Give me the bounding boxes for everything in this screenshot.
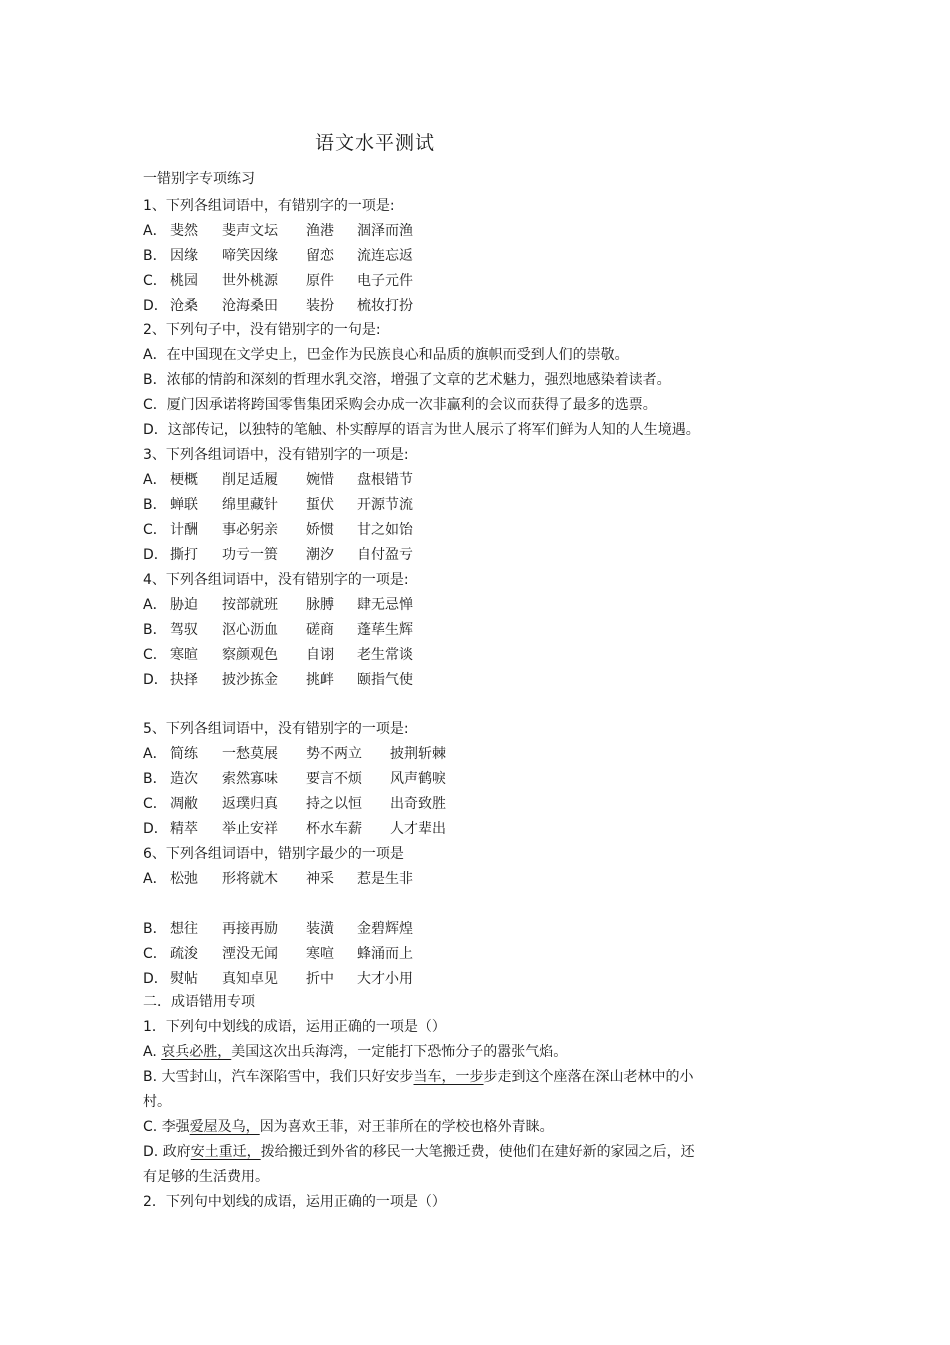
option-word: 惹是生非	[357, 871, 413, 887]
option-word: 松弛	[170, 871, 198, 887]
option-word: 风声鹤唳	[390, 771, 446, 787]
option-word: 披沙拣金	[222, 672, 278, 688]
option-label: C.	[143, 1119, 158, 1135]
option-word: 要言不烦	[306, 771, 362, 787]
option-word: 电子元件	[357, 273, 413, 289]
question-stem: 5、下列各组词语中，没有错别字的一项是:	[143, 721, 409, 737]
option-word: 娇惯	[306, 522, 334, 538]
option-word: 婉惜	[306, 472, 334, 488]
page-title: 语文水平测试	[314, 132, 435, 154]
option-sentence: D．这部传记，以独特的笔触、朴实醇厚的语言为世人展示了将军们鲜为人知的人生境遇。	[143, 422, 700, 438]
option-label: D.	[143, 1144, 159, 1160]
question-stem: 2、下列句子中，没有错别字的一句是:	[143, 322, 381, 338]
option-text: 因为喜欢王菲，对王菲所在的学校也格外青睐。	[259, 1119, 554, 1135]
option-word: 大才小用	[357, 971, 413, 987]
option-row	[143, 745, 474, 763]
option-row	[143, 671, 441, 689]
option-label: A．	[143, 597, 167, 613]
option-label: D．	[143, 971, 168, 987]
option-word: 沧桑	[170, 298, 198, 314]
option-text: 步走到这个座落在深山老林中的小	[483, 1069, 694, 1085]
option-label: B．	[143, 771, 167, 787]
option-label: D．	[143, 821, 168, 837]
option-word: 熨帖	[170, 971, 198, 987]
option-word: 肆无忌惮	[357, 597, 413, 613]
option-sentence	[143, 1068, 694, 1086]
option-word: 开源节流	[357, 497, 413, 513]
section-heading: 二．成语错用专项	[143, 994, 255, 1010]
option-word: 老生常谈	[357, 647, 413, 663]
option-word: 神采	[306, 871, 334, 887]
option-word: 造次	[170, 771, 198, 787]
option-word: 因缘	[170, 248, 198, 264]
option-word: 削足适履	[222, 472, 278, 488]
option-text: 政府	[162, 1144, 191, 1160]
option-word: 自付盈亏	[357, 547, 413, 563]
section-heading: 一错别字专项练习	[143, 171, 255, 187]
option-row	[143, 870, 441, 888]
option-word: 原件	[306, 273, 334, 289]
option-word: 凋敝	[170, 796, 198, 812]
option-word: 金碧辉煌	[357, 921, 413, 937]
question-stem: 1、下列各组词语中，有错别字的一项是:	[143, 198, 395, 214]
option-word: 一愁莫展	[222, 746, 278, 762]
option-word: 蜂涌而上	[357, 946, 413, 962]
option-word: 湮没无闻	[222, 946, 278, 962]
option-label: C．	[143, 946, 167, 962]
question-stem: 3、下列各组词语中，没有错别字的一项是:	[143, 447, 409, 463]
option-word: 势不两立	[306, 746, 362, 762]
option-word: 脉膊	[306, 597, 334, 613]
option-label: D．	[143, 547, 168, 563]
option-label: C．	[143, 796, 167, 812]
option-word: 按部就班	[222, 597, 278, 613]
option-sentence	[143, 1043, 567, 1061]
option-word: 自诩	[306, 647, 334, 663]
option-label: B.	[143, 1069, 158, 1085]
option-word: 返璞归真	[222, 796, 278, 812]
underlined-idiom: 安土重迁，	[190, 1144, 261, 1160]
option-word: 寒喧	[306, 946, 334, 962]
option-word: 索然寡味	[222, 771, 278, 787]
option-word: 抉择	[170, 672, 198, 688]
option-label: B．	[143, 248, 167, 264]
option-row	[143, 646, 441, 664]
option-text: 美国这次出兵海湾，一定能打下恐怖分子的嚣张气焰。	[231, 1044, 568, 1060]
option-word: 啼笑因缘	[222, 248, 278, 264]
option-row	[143, 795, 474, 813]
option-word: 斐然	[170, 223, 198, 239]
option-label: A．	[143, 472, 167, 488]
option-word: 胁迫	[170, 597, 198, 613]
option-label: D．	[143, 298, 168, 314]
question-stem: 4、下列各组词语中，没有错别字的一项是:	[143, 572, 409, 588]
option-label: A．	[143, 746, 167, 762]
option-row	[143, 546, 441, 564]
option-word: 世外桃源	[222, 273, 278, 289]
option-word: 想往	[170, 921, 198, 937]
question-stem: 2．下列句中划线的成语，运用正确的一项是（）	[143, 1194, 446, 1210]
option-label: C．	[143, 647, 167, 663]
option-word: 事必躬亲	[222, 522, 278, 538]
option-word: 沧海桑田	[222, 298, 278, 314]
option-word: 驾驭	[170, 622, 198, 638]
option-word: 流连忘返	[357, 248, 413, 264]
option-row	[143, 471, 441, 489]
option-label: C．	[143, 522, 167, 538]
option-sentence: C．厦门因承诺将跨国零售集团采购会办成一次非赢利的会议而获得了最多的选票。	[143, 397, 657, 413]
option-row	[143, 496, 441, 514]
option-label: B．	[143, 622, 167, 638]
option-word: 涸泽而渔	[357, 223, 413, 239]
option-row	[143, 920, 441, 938]
option-text: 大雪封山，汽车深陷雪中，我们只好安步	[161, 1069, 414, 1085]
option-row	[143, 770, 474, 788]
option-word: 蝉联	[170, 497, 198, 513]
option-word: 渔港	[306, 223, 334, 239]
option-row	[143, 596, 441, 614]
option-word: 出奇致胜	[390, 796, 446, 812]
option-word: 寒暄	[170, 647, 198, 663]
option-word: 装潢	[306, 921, 334, 937]
option-row	[143, 945, 441, 963]
option-word: 折中	[306, 971, 334, 987]
option-word: 杯水车薪	[306, 821, 362, 837]
option-word: 精萃	[170, 821, 198, 837]
option-label: D．	[143, 672, 168, 688]
option-row	[143, 297, 441, 315]
option-word: 功亏一篑	[222, 547, 278, 563]
option-text: 拨给搬迁到外省的移民一大笔搬迁费，使他们在建好新的家园之后，还	[260, 1144, 695, 1160]
option-word: 桃园	[170, 273, 198, 289]
option-label: B．	[143, 921, 167, 937]
option-continuation: 村。	[143, 1094, 171, 1110]
option-word: 计酬	[170, 522, 198, 538]
option-word: 再接再励	[222, 921, 278, 937]
underlined-idiom: 爱屋及乌，	[189, 1119, 260, 1135]
option-word: 磋商	[306, 622, 334, 638]
option-label: B．	[143, 497, 167, 513]
option-word: 绵里藏针	[222, 497, 278, 513]
option-word: 持之以恒	[306, 796, 362, 812]
question-stem: 1．下列句中划线的成语，运用正确的一项是（）	[143, 1019, 446, 1035]
option-word: 真知卓见	[222, 971, 278, 987]
option-word: 潮汐	[306, 547, 334, 563]
option-text: 李强	[161, 1119, 190, 1135]
option-label: C．	[143, 273, 167, 289]
option-sentence	[143, 1118, 554, 1136]
option-label: A.	[143, 1044, 157, 1060]
option-word: 人才辈出	[390, 821, 446, 837]
option-continuation: 有足够的生活费用。	[143, 1169, 269, 1185]
option-sentence: A．在中国现在文学史上，巴金作为民族良心和品质的旗帜而受到人们的崇敬。	[143, 347, 629, 363]
option-word: 蓬荜生辉	[357, 622, 413, 638]
underlined-idiom: 哀兵必胜，	[161, 1044, 232, 1060]
option-word: 形将就木	[222, 871, 278, 887]
option-word: 撕打	[170, 547, 198, 563]
underlined-idiom: 当车，一步	[413, 1069, 484, 1085]
option-word: 梗概	[170, 472, 198, 488]
option-sentence	[143, 1143, 695, 1161]
option-word: 梳妆打扮	[357, 298, 413, 314]
question-stem: 6、下列各组词语中，错别字最少的一项是	[143, 846, 404, 862]
option-word: 举止安祥	[222, 821, 278, 837]
option-row	[143, 970, 441, 988]
option-word: 疏浚	[170, 946, 198, 962]
option-word: 察颜观色	[222, 647, 278, 663]
option-sentence: B．浓郁的情韵和深刻的哲理水乳交溶，增强了文章的艺术魅力，强烈地感染着读者。	[143, 372, 671, 388]
option-word: 斐声文坛	[222, 223, 278, 239]
option-word: 甘之如饴	[357, 522, 413, 538]
option-row	[143, 247, 441, 265]
option-row	[143, 222, 441, 240]
option-row	[143, 521, 441, 539]
option-word: 留恋	[306, 248, 334, 264]
option-label: A．	[143, 223, 167, 239]
option-row	[143, 621, 441, 639]
option-label: A．	[143, 871, 167, 887]
option-word: 装扮	[306, 298, 334, 314]
option-word: 挑衅	[306, 672, 334, 688]
option-word: 蜇伏	[306, 497, 334, 513]
option-word: 颐指气使	[357, 672, 413, 688]
option-row	[143, 272, 441, 290]
option-row	[143, 820, 474, 838]
option-word: 沤心沥血	[222, 622, 278, 638]
option-word: 简练	[170, 746, 198, 762]
option-word: 盘根错节	[357, 472, 413, 488]
option-word: 披荆斩棘	[390, 746, 446, 762]
